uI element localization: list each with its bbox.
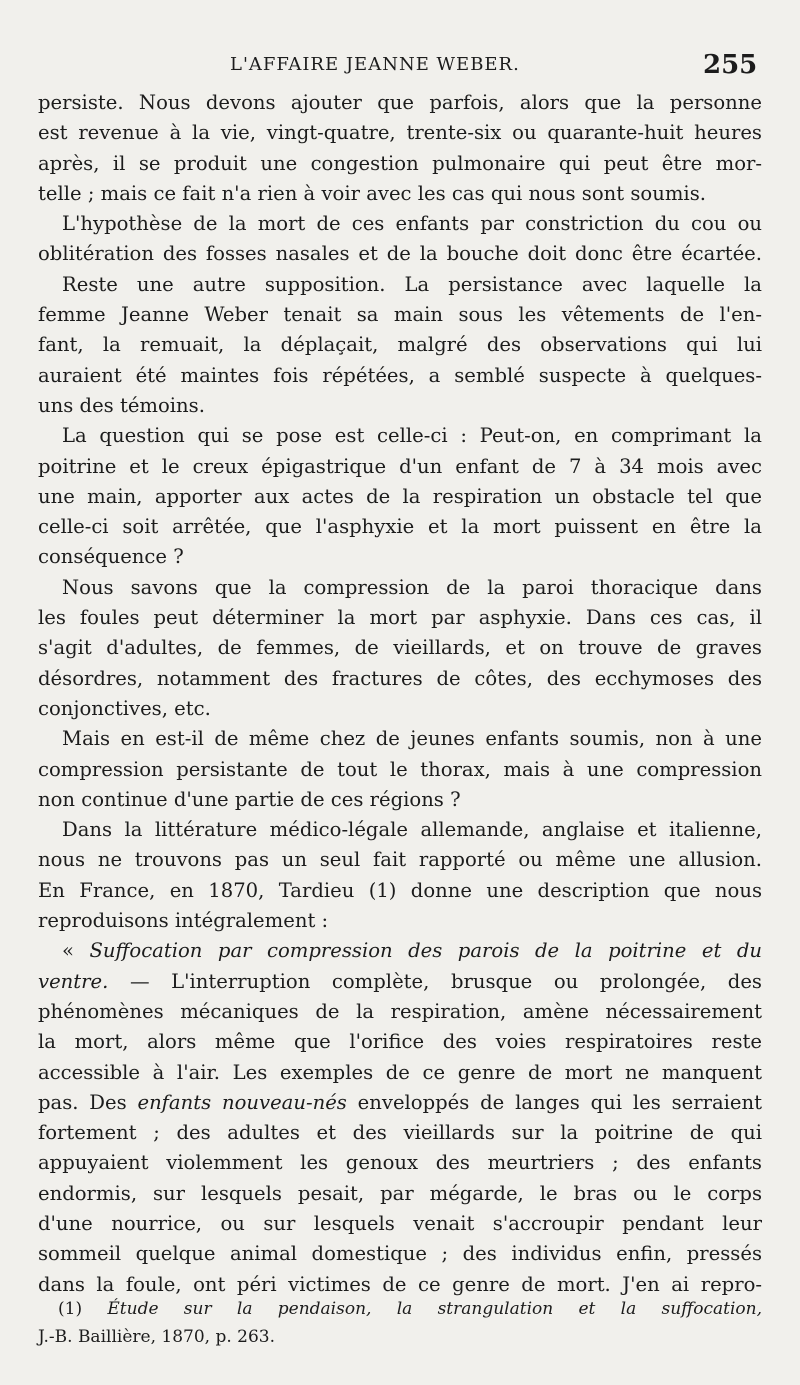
text-line: Nous savons que la compression de la paroi thoracique dans: [62, 575, 762, 599]
text-line: les foules peut déterminer la mort par asphyxie. Dans ces cas, il: [38, 606, 762, 630]
italic-word: ventre.: [38, 969, 109, 993]
text-line: Reste une autre supposition. La persistance avec laquelle la: [62, 272, 762, 296]
text-line: uns des témoins.: [38, 393, 205, 417]
text-line: accessible à l'air. Les exemples de ce genre de mort ne manquent: [38, 1060, 762, 1084]
text-line: fortement ; des adultes et des vieillards sur la poitrine de qui: [38, 1121, 762, 1145]
text-line: oblitération des fosses nasales et de la bouche doit donc être écartée.: [38, 242, 762, 266]
text-run: enveloppés de langes qui les serraient: [346, 1090, 762, 1114]
footnote-title: Étude sur la pendaison, la strangulation et la suffocation,: [107, 1299, 763, 1319]
text-line: conséquence ?: [38, 545, 184, 569]
text-line: une main, apporter aux actes de la respiration un obstacle tel que: [38, 484, 762, 508]
text-line: appuyaient violemment les genoux des meurtriers ; des enfants: [38, 1151, 762, 1175]
footnote-line: [58, 1295, 762, 1323]
text-line-quote-start: [38, 936, 762, 966]
text-line: La question qui se pose est celle-ci : Peut-on, en comprimant la: [62, 424, 762, 448]
text-line: est revenue à la vie, vingt-quatre, trente-six ou quarante-huit heures: [38, 121, 762, 145]
running-head: [0, 50, 800, 84]
text-line: désordres, notamment des fractures de côtes, des ecchymoses des: [38, 666, 762, 690]
text-line: conjonctives, etc.: [38, 696, 211, 720]
open-quote: «: [62, 939, 90, 963]
text-line: dans la foule, ont péri victimes de ce genre de mort. J'en ai repro-: [38, 1272, 762, 1296]
body-text: [38, 88, 762, 1300]
text-line: Dans la littérature médico-légale allemande, anglaise et italienne,: [62, 818, 762, 842]
text-line: phénomènes mécaniques de la respiration, amène nécessairement: [38, 999, 762, 1023]
text-line: fant, la remuait, la déplaçait, malgré des observations qui lui: [38, 333, 762, 357]
text-run: pas. Des: [38, 1090, 138, 1114]
text-line: L'hypothèse de la mort de ces enfants par constriction du cou ou: [62, 212, 762, 236]
text-line: après, il se produit une congestion pulmonaire qui peut être mor-: [38, 151, 762, 175]
italic-heading: Suffocation par compression des parois de la poitrine et du: [89, 939, 763, 963]
italic-phrase: enfants nouveau-nés: [137, 1090, 347, 1114]
text-line: compression persistante de tout le thorax, mais à une compression: [38, 757, 762, 781]
footnote-marker: (1): [58, 1299, 108, 1319]
text-line: persiste. Nous devons ajouter que parfois, alors que la personne: [38, 91, 762, 114]
footnote-line: J.-B. Baillière, 1870, p. 263.: [38, 1327, 275, 1347]
page-number: 255: [703, 50, 758, 80]
text-line: nous ne trouvons pas un seul fait rapporté ou même une allusion.: [38, 848, 762, 872]
running-title: L'AFFAIRE JEANNE WEBER.: [230, 54, 520, 75]
text-line: celle-ci soit arrêtée, que l'asphyxie et la mort puissent en être la: [38, 515, 762, 539]
text-line: [38, 967, 762, 997]
text-line: telle ; mais ce fait n'a rien à voir avec les cas qui nous sont soumis.: [38, 181, 706, 205]
text-line: [38, 1088, 762, 1118]
text-line: En France, en 1870, Tardieu (1) donne une description que nous: [38, 878, 762, 902]
text-line: la mort, alors même que l'orifice des voies respiratoires reste: [38, 1030, 762, 1054]
text-line: femme Jeanne Weber tenait sa main sous les vêtements de l'en-: [38, 303, 762, 327]
text-run: — L'interruption complète, brusque ou prolongée, des: [108, 969, 762, 993]
text-line: s'agit d'adultes, de femmes, de vieillards, et on trouve de graves: [38, 636, 762, 660]
text-line: Mais en est-il de même chez de jeunes enfants soumis, non à une: [62, 727, 762, 751]
text-line: endormis, sur lesquels pesait, par mégarde, le bras ou le corps: [38, 1181, 762, 1205]
text-line: non continue d'une partie de ces régions ?: [38, 787, 461, 811]
text-line: d'une nourrice, ou sur lesquels venait s'accroupir pendant leur: [38, 1211, 762, 1235]
text-line: sommeil quelque animal domestique ; des individus enfin, pressés: [38, 1242, 762, 1266]
text-line: auraient été maintes fois répétées, a semblé suspecte à quelques-: [38, 363, 762, 387]
text-line: reproduisons intégralement :: [38, 909, 329, 933]
text-line: poitrine et le creux épigastrique d'un enfant de 7 à 34 mois avec: [38, 454, 762, 478]
footnote: [38, 1295, 763, 1351]
